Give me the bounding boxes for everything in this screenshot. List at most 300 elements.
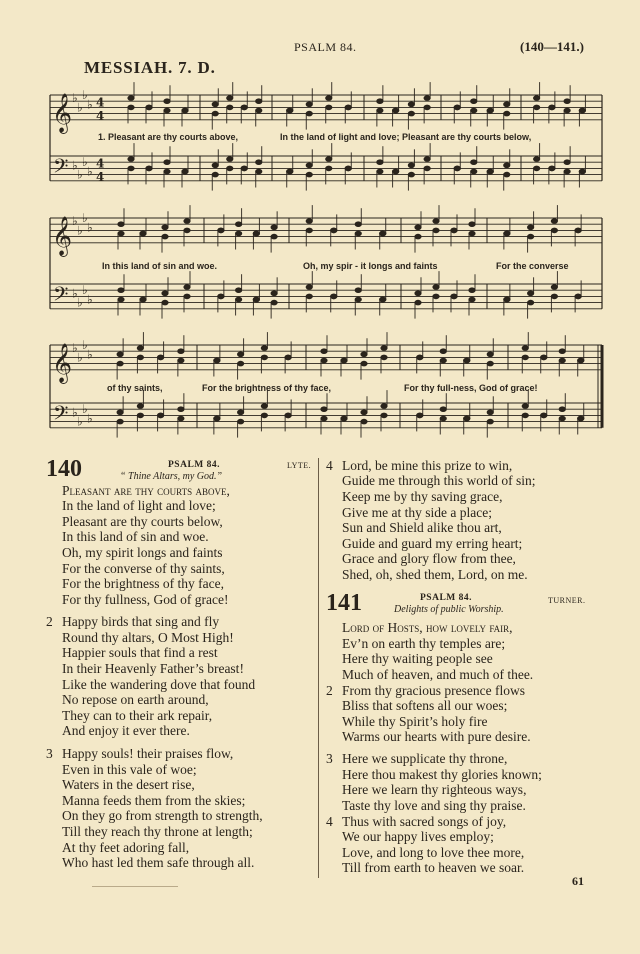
note-head: [326, 157, 332, 162]
note-head: [541, 413, 547, 418]
verse-line: Much of heaven, and much of thee.: [342, 667, 534, 682]
note-head: [415, 291, 421, 296]
note-head: [128, 166, 134, 171]
verse-line: For thy fullness, God of grace!: [62, 592, 229, 607]
note-head: [355, 288, 361, 293]
hymn-141-number: 141: [326, 590, 362, 616]
hymn-141-stanza-4-number: 4: [326, 814, 333, 829]
note-head: [238, 419, 244, 424]
verse-line: Happier souls that find a rest: [62, 645, 218, 660]
note-head: [408, 102, 414, 107]
note-head: [534, 96, 540, 101]
note-head: [440, 349, 446, 354]
verse-line: Guide me through this world of sin;: [342, 473, 536, 488]
note-head: [146, 166, 152, 171]
note-head: [214, 358, 220, 363]
note-head: [408, 163, 414, 168]
verse-line: For the brightness of thy face,: [62, 576, 224, 591]
note-head: [381, 413, 387, 418]
verse-line: Sun and Shield alike thou art,: [342, 520, 502, 535]
verse-line: Here we learn thy righteous ways,: [342, 782, 527, 797]
lyric-line-2a: In this land of sin and woe.: [102, 261, 218, 271]
note-head: [534, 105, 540, 110]
note-head: [306, 102, 312, 107]
verse-line: [62, 483, 230, 499]
verse-line: From thy gracious presence flows: [342, 683, 525, 698]
verse-line: Guide and guard my erring heart;: [342, 536, 523, 551]
note-head: [331, 294, 337, 299]
flat-sign-icon: ♭: [87, 97, 93, 112]
note-head: [321, 416, 327, 421]
note-head: [522, 404, 528, 409]
hymn-140-stanza-2-number: 2: [46, 614, 53, 629]
hymn-140-stanza-4-number: 4: [326, 458, 333, 473]
note-head: [469, 288, 475, 293]
header-psalm: PSALM 84.: [294, 40, 357, 54]
note-head: [564, 169, 570, 174]
note-head: [326, 96, 332, 101]
note-head: [146, 105, 152, 110]
note-head: [377, 99, 383, 104]
verse-line: In the land of light and love;: [62, 498, 216, 513]
flat-sign-icon: ♭: [87, 292, 93, 307]
note-head: [241, 166, 247, 171]
note-head: [227, 157, 233, 162]
note-head: [162, 291, 168, 296]
note-head: [355, 297, 361, 302]
note-head: [306, 285, 312, 290]
note-head: [118, 288, 124, 293]
note-head: [178, 358, 184, 363]
note-head: [321, 407, 327, 412]
note-head: [424, 157, 430, 162]
note-head: [471, 108, 477, 113]
note-head: [579, 108, 585, 113]
note-head: [440, 358, 446, 363]
note-head: [377, 169, 383, 174]
header-hymn-range: (140—141.): [520, 39, 584, 54]
flat-sign-icon: ♭: [82, 211, 88, 225]
note-head: [253, 231, 259, 236]
note-head: [321, 358, 327, 363]
verse-line: Warms our hearts with pure desire.: [342, 729, 531, 744]
flat-sign-icon: ♭: [72, 405, 78, 420]
note-head: [424, 96, 430, 101]
verse-line: Pleasant are thy courts below,: [62, 514, 223, 529]
bass-clef-icon: 𝄢: [53, 401, 69, 430]
note-head: [355, 231, 361, 236]
note-head: [381, 355, 387, 360]
note-head: [549, 105, 555, 110]
flat-sign-icon: ♭: [77, 223, 83, 238]
note-head: [361, 352, 367, 357]
note-head: [236, 297, 242, 302]
verse-line: While thy Spirit’s holy fire: [342, 714, 488, 729]
note-head: [118, 222, 124, 227]
note-head: [117, 361, 123, 366]
note-head: [504, 172, 510, 177]
note-head: [306, 219, 312, 224]
verse-line: They can to their ark repair,: [62, 708, 213, 723]
flat-sign-icon: ♭: [82, 402, 88, 417]
verse-line: On they go from strength to strength,: [62, 808, 263, 823]
note-head: [118, 231, 124, 236]
note-head: [331, 228, 337, 233]
flat-sign-icon: ♭: [72, 158, 78, 173]
lyric-line-2b: Oh, my spir - it longs and faints: [303, 261, 438, 271]
note-head: [158, 355, 164, 360]
flat-sign-icon: ♭: [72, 286, 78, 301]
lyric-line-1b: In the land of light and love; Pleasant are thy courts below,: [280, 132, 532, 142]
note-head: [433, 285, 439, 290]
note-head: [321, 349, 327, 354]
note-head: [117, 419, 123, 424]
verse-line: Lord, be mine this prize to win,: [342, 458, 513, 473]
note-head: [271, 225, 277, 230]
flat-sign-icon: ♭: [87, 164, 93, 179]
note-head: [559, 358, 565, 363]
note-head: [361, 410, 367, 415]
verse-line: [342, 620, 513, 636]
verse-line-text: Pleasant are thy courts above,: [62, 483, 230, 498]
note-head: [469, 222, 475, 227]
flat-sign-icon: ♭: [77, 100, 83, 115]
note-head: [487, 410, 493, 415]
note-head: [451, 294, 457, 299]
verse-line: For the converse of thy saints,: [62, 561, 225, 576]
verse-line: Happy birds that sing and fly: [62, 614, 220, 629]
note-head: [341, 358, 347, 363]
verse-line: Round thy altars, O Most High!: [62, 630, 234, 645]
treble-clef-icon: 𝄞: [52, 342, 73, 383]
note-head: [306, 228, 312, 233]
flat-sign-icon: ♭: [87, 411, 93, 426]
treble-clef-icon: 𝄞: [52, 92, 73, 133]
note-head: [212, 102, 218, 107]
tune-name: MESSIAH. 7. D.: [84, 58, 216, 77]
note-head: [128, 105, 134, 110]
note-head: [559, 349, 565, 354]
note-head: [415, 234, 421, 239]
note-head: [182, 169, 188, 174]
note-head: [578, 358, 584, 363]
note-head: [551, 285, 557, 290]
flat-sign-icon: ♭: [82, 155, 88, 170]
treble-clef-icon: 𝄞: [52, 215, 73, 256]
note-head: [158, 413, 164, 418]
note-head: [227, 105, 233, 110]
note-head: [464, 416, 470, 421]
lyric-line-2c: For the converse: [496, 261, 569, 271]
note-head: [361, 419, 367, 424]
note-head: [440, 407, 446, 412]
note-head: [184, 285, 190, 290]
note-head: [433, 294, 439, 299]
hymn-141-author: TURNER.: [548, 596, 586, 605]
note-head: [227, 166, 233, 171]
flat-sign-icon: ♭: [87, 347, 93, 362]
hymn-141-psalm: PSALM 84.: [420, 593, 472, 603]
verse-line: Grace and glory flow from thee,: [342, 551, 516, 566]
flat-sign-icon: ♭: [72, 91, 78, 106]
verse-line: Till from earth to heaven we soar.: [342, 860, 525, 875]
note-head: [393, 108, 399, 113]
note-head: [528, 300, 534, 305]
verse-line: And enjoy it ever there.: [62, 723, 190, 738]
note-head: [236, 222, 242, 227]
note-head: [117, 410, 123, 415]
verse-line: Here thy waiting people see: [342, 651, 493, 666]
lyric-line-3a: of thy saints,: [107, 383, 163, 393]
hymn-140-subtitle: “ Thine Altars, my God.”: [120, 471, 223, 482]
note-head: [212, 163, 218, 168]
note-head: [164, 99, 170, 104]
note-head: [534, 157, 540, 162]
verse-line: Oh, my spirit longs and faints: [62, 545, 223, 560]
lyric-line-1a: 1. Pleasant are thy courts above,: [98, 132, 239, 142]
note-head: [424, 105, 430, 110]
hymn-141-subtitle: Delights of public Worship.: [394, 604, 504, 615]
note-head: [361, 361, 367, 366]
note-head: [504, 111, 510, 116]
verse-line: Here we supplicate thy throne,: [342, 751, 508, 766]
note-head: [559, 416, 565, 421]
note-head: [162, 234, 168, 239]
time-signature-bottom: 4: [96, 108, 105, 123]
verse-line: In this land of sin and woe.: [62, 529, 209, 544]
note-head: [271, 291, 277, 296]
note-head: [287, 169, 293, 174]
note-head: [433, 219, 439, 224]
note-head: [341, 416, 347, 421]
note-head: [534, 166, 540, 171]
note-head: [326, 105, 332, 110]
note-head: [178, 407, 184, 412]
note-head: [551, 219, 557, 224]
time-signature-bottom: 4: [96, 169, 105, 184]
verse-line: We our happy lives employ;: [342, 829, 494, 844]
note-head: [433, 228, 439, 233]
verse-line-text: Lord of Hosts, how lovely fair,: [342, 620, 513, 635]
hymn-140-stanza-3-number: 3: [46, 746, 53, 761]
note-head: [393, 169, 399, 174]
note-head: [164, 108, 170, 113]
note-head: [487, 169, 493, 174]
note-head: [236, 231, 242, 236]
note-head: [184, 219, 190, 224]
note-head: [528, 225, 534, 230]
note-head: [408, 111, 414, 116]
note-head: [261, 404, 267, 409]
verse-line: Happy souls! their praises flow,: [62, 746, 234, 761]
note-head: [564, 99, 570, 104]
note-head: [469, 297, 475, 302]
note-head: [575, 228, 581, 233]
note-head: [256, 160, 262, 165]
note-head: [487, 352, 493, 357]
note-head: [345, 105, 351, 110]
bass-clef-icon: 𝄢: [53, 154, 69, 183]
bass-clef-icon: 𝄢: [53, 282, 69, 311]
note-head: [424, 166, 430, 171]
note-head: [504, 163, 510, 168]
note-head: [380, 231, 386, 236]
column-divider: [318, 458, 319, 878]
note-head: [355, 222, 361, 227]
note-head: [551, 228, 557, 233]
verse-line: Keep me by thy saving grace,: [342, 489, 503, 504]
verse-line: Give me at thy side a place;: [342, 505, 492, 520]
verse-line: Bliss that softens all our woes;: [342, 698, 508, 713]
note-head: [487, 108, 493, 113]
note-head: [408, 172, 414, 177]
verse-line: Thus with sacred songs of joy,: [342, 814, 507, 829]
note-head: [522, 413, 528, 418]
flat-sign-icon: ♭: [72, 214, 78, 229]
note-head: [578, 416, 584, 421]
note-head: [261, 413, 267, 418]
note-head: [551, 294, 557, 299]
hymn-141-stanza-3-number: 3: [326, 751, 333, 766]
verse-line: Love, and long to love thee more,: [342, 845, 525, 860]
note-head: [178, 349, 184, 354]
verse-line: Like the wandering dove that found: [62, 677, 256, 692]
note-head: [140, 297, 146, 302]
verse-line: Taste thy love and sing thy praise.: [342, 798, 526, 813]
note-head: [117, 352, 123, 357]
flat-sign-icon: ♭: [77, 350, 83, 365]
note-head: [164, 169, 170, 174]
lyric-line-3b: For the brightness of thy face,: [202, 383, 332, 393]
verse-line: Here thou makest thy glories known;: [342, 767, 542, 782]
verse-line: Waters in the desert rise,: [62, 777, 195, 792]
note-head: [522, 346, 528, 351]
note-head: [504, 297, 510, 302]
note-head: [212, 111, 218, 116]
note-head: [140, 231, 146, 236]
note-head: [306, 163, 312, 168]
note-head: [487, 419, 493, 424]
verse-line: At thy feet adoring fall,: [62, 840, 190, 855]
note-head: [162, 300, 168, 305]
note-head: [415, 300, 421, 305]
note-head: [326, 166, 332, 171]
note-head: [440, 416, 446, 421]
note-head: [487, 361, 493, 366]
note-head: [214, 416, 220, 421]
note-head: [128, 157, 134, 162]
verse-line: Who hast led them safe through all.: [62, 855, 255, 870]
verse-line: No repose on earth around,: [62, 692, 209, 707]
note-head: [118, 297, 124, 302]
note-head: [471, 99, 477, 104]
note-head: [218, 294, 224, 299]
note-head: [377, 108, 383, 113]
note-head: [564, 160, 570, 165]
flat-sign-icon: ♭: [72, 341, 78, 356]
flat-sign-icon: ♭: [87, 220, 93, 235]
verse-line: In their Heavenly Father’s breast!: [62, 661, 244, 676]
note-head: [178, 416, 184, 421]
note-head: [238, 410, 244, 415]
flat-sign-icon: ♭: [82, 88, 88, 102]
note-head: [377, 160, 383, 165]
note-head: [528, 291, 534, 296]
note-head: [271, 300, 277, 305]
note-head: [415, 225, 421, 230]
hymn-140-psalm: PSALM 84.: [168, 460, 220, 470]
note-head: [528, 234, 534, 239]
note-head: [227, 96, 233, 101]
note-head: [306, 172, 312, 177]
note-head: [454, 166, 460, 171]
note-head: [471, 169, 477, 174]
note-head: [128, 96, 134, 101]
note-head: [564, 108, 570, 113]
note-head: [469, 231, 475, 236]
note-head: [471, 160, 477, 165]
note-head: [256, 99, 262, 104]
note-head: [306, 111, 312, 116]
hymn-141-stanza-2-number: 2: [326, 683, 333, 698]
time-signature-top: 4: [96, 95, 105, 110]
note-head: [256, 108, 262, 113]
lyric-line-3c: For thy full-ness, God of grace!: [404, 383, 538, 393]
verse-line: Even in this vale of woe;: [62, 762, 197, 777]
note-head: [522, 355, 528, 360]
flat-sign-icon: ♭: [82, 283, 88, 298]
note-head: [575, 294, 581, 299]
note-head: [261, 355, 267, 360]
note-head: [238, 361, 244, 366]
note-head: [381, 404, 387, 409]
note-head: [285, 413, 291, 418]
note-head: [345, 166, 351, 171]
note-head: [164, 160, 170, 165]
note-head: [256, 169, 262, 174]
note-head: [504, 231, 510, 236]
flat-sign-icon: ♭: [82, 338, 88, 352]
note-head: [380, 297, 386, 302]
note-head: [559, 407, 565, 412]
note-head: [241, 105, 247, 110]
verse-line: Shed, oh, shed them, Lord, on me.: [342, 567, 528, 582]
note-head: [271, 234, 277, 239]
verse-line: Manna feeds them from the skies;: [62, 793, 246, 808]
note-head: [236, 288, 242, 293]
verse-line: Till they reach thy throne at length;: [62, 824, 253, 839]
note-head: [381, 346, 387, 351]
note-head: [287, 108, 293, 113]
footer-rule: [92, 886, 178, 887]
note-head: [137, 346, 143, 351]
note-head: [238, 352, 244, 357]
note-head: [579, 169, 585, 174]
flat-sign-icon: ♭: [77, 414, 83, 429]
note-head: [541, 355, 547, 360]
note-head: [184, 294, 190, 299]
note-head: [253, 297, 259, 302]
note-head: [451, 228, 457, 233]
note-head: [285, 355, 291, 360]
note-head: [137, 404, 143, 409]
note-head: [162, 225, 168, 230]
note-head: [417, 355, 423, 360]
note-head: [137, 413, 143, 418]
note-head: [212, 172, 218, 177]
note-head: [504, 102, 510, 107]
note-head: [261, 346, 267, 351]
